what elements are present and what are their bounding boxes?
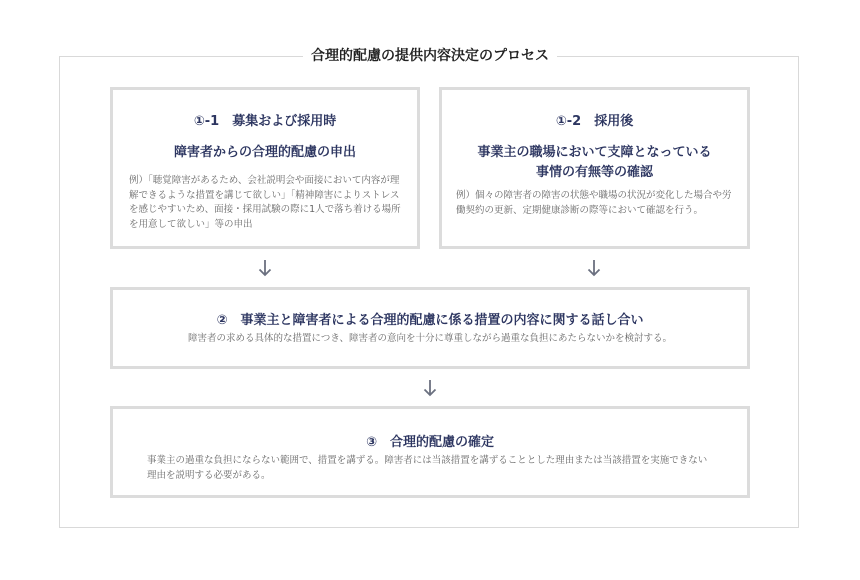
step-3-box [110,406,750,498]
step-3-description: 事業主の過重な負担にならない範囲で、措置を講ずる。障害者には当該措置を講ずることとした理由または当該措置を実施できない理由を説明する必要がある。 [147,455,708,481]
step-1-2-subtitle-line1: 事業主の職場において支障となっている [477,145,712,160]
step-2-heading: ② 事業主と障害者による合理的配慮に係る措置の内容に関する話し合い [216,313,644,328]
diagram-title: 合理的配慮の提供内容決定のプロセス [303,48,557,64]
step-1-2-description: 例）個々の障害者の障害の状態や職場の状況が変化した場合や労働契約の更新、定期健康診断の際等において確認を行う。 [456,190,732,216]
arrow-down-icon [423,379,437,397]
step-1-2-subtitle-line2: 事情の有無等の確認 [535,165,653,180]
step-2-box [110,287,750,369]
step-1-1-box [110,87,420,249]
step-3-heading: ③ 合理的配慮の確定 [365,435,494,450]
arrow-down-icon [258,259,272,277]
step-1-1-heading: ①-1 募集および採用時 [193,114,337,129]
step-1-1-description: 例）「聴覚障害があるため、会社説明会や面接において内容が理解できるような措置を講じて欲しい」「精神障害によりストレスを感じやすいため、面接・採用試験の際に1人で落ち着ける場所を用意して欲しい」等の申出 [129,175,401,230]
step-1-2-heading: ①-2 採用後 [555,114,634,129]
step-2-description: 障害者の求める具体的な措置につき、障害者の意向を十分に尊重しながら過重な負担にあたらないかを検討する。 [188,333,672,344]
step-1-1-subtitle: 障害者からの合理的配慮の申出 [173,145,356,160]
step-1-2-box [439,87,750,249]
arrow-down-icon [587,259,601,277]
step-1-2-subtitle [442,143,747,183]
